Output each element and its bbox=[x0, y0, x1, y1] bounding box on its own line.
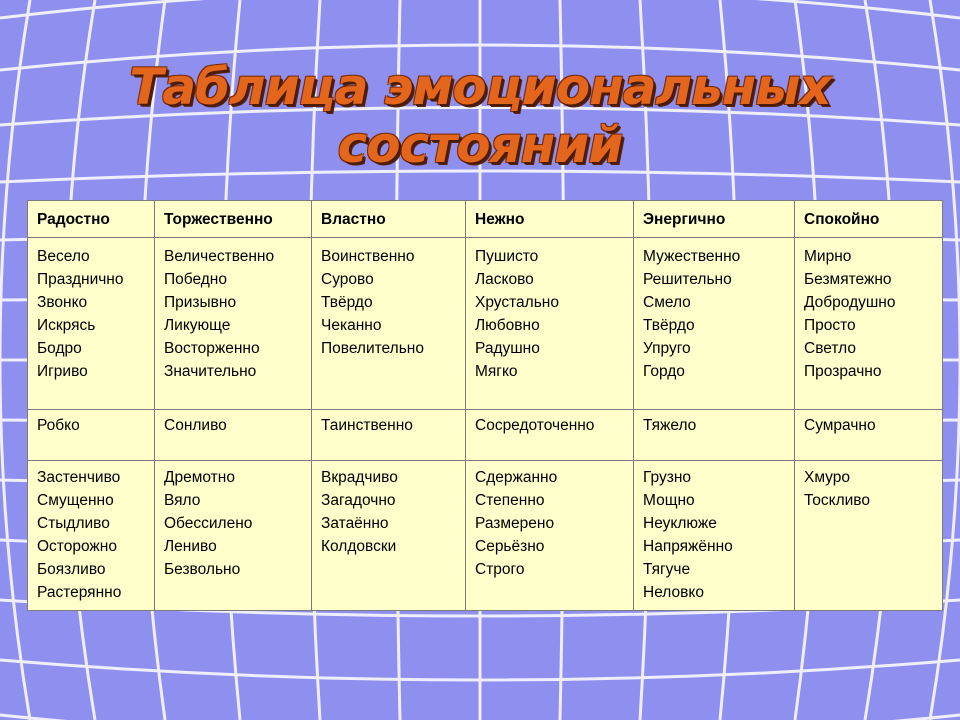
words-cell bbox=[466, 461, 634, 611]
header-cell: Нежно bbox=[466, 201, 634, 238]
word-item: Неловко bbox=[643, 584, 704, 601]
header-cell: Энергично bbox=[634, 201, 795, 238]
header-cell: Торжественно bbox=[155, 201, 312, 238]
word-item: Застенчиво bbox=[37, 469, 121, 486]
words-cell bbox=[155, 238, 312, 410]
word-item: Твёрдо bbox=[643, 317, 695, 334]
word-item: Призывно bbox=[164, 294, 237, 311]
words-cell bbox=[795, 238, 943, 410]
header-row bbox=[28, 410, 943, 461]
word-item: Гордо bbox=[643, 363, 685, 380]
header-cell: Спокойно bbox=[795, 201, 943, 238]
word-item: Смущенно bbox=[37, 492, 114, 509]
word-item: Любовно bbox=[475, 317, 540, 334]
word-item: Дремотно bbox=[164, 469, 235, 486]
header-cell: Сумрачно bbox=[795, 410, 943, 461]
word-item: Мягко bbox=[475, 363, 518, 380]
word-item: Тягуче bbox=[643, 561, 691, 578]
word-item: Стыдливо bbox=[37, 515, 110, 532]
emotions-table bbox=[27, 200, 943, 611]
word-item: Твёрдо bbox=[321, 294, 373, 311]
word-item: Загадочно bbox=[321, 492, 396, 509]
word-item: Обессилено bbox=[164, 515, 253, 532]
word-item: Сурово bbox=[321, 271, 374, 288]
words-row bbox=[28, 461, 943, 611]
word-item: Радушно bbox=[475, 340, 540, 357]
word-item: Ликующе bbox=[164, 317, 231, 334]
word-item: Растерянно bbox=[37, 584, 122, 601]
word-item: Степенно bbox=[475, 492, 545, 509]
word-item: Осторожно bbox=[37, 538, 117, 555]
word-item: Пушисто bbox=[475, 248, 539, 265]
word-item: Вкрадчиво bbox=[321, 469, 398, 486]
word-item: Светло bbox=[804, 340, 856, 357]
header-row bbox=[28, 201, 943, 238]
word-item: Безмятежно bbox=[804, 271, 892, 288]
words-cell bbox=[466, 238, 634, 410]
words-cell bbox=[312, 238, 466, 410]
word-item: Весело bbox=[37, 248, 90, 265]
header-cell: Радостно bbox=[28, 201, 155, 238]
word-item: Повелительно bbox=[321, 340, 424, 357]
word-item: Затаённо bbox=[321, 515, 389, 532]
word-item: Упруго bbox=[643, 340, 691, 357]
word-item: Прозрачно bbox=[804, 363, 882, 380]
word-item: Празднично bbox=[37, 271, 124, 288]
word-item: Хрустально bbox=[475, 294, 559, 311]
word-item: Колдовски bbox=[321, 538, 397, 555]
words-row bbox=[28, 238, 943, 410]
word-item: Победно bbox=[164, 271, 227, 288]
word-item: Игриво bbox=[37, 363, 88, 380]
word-item: Ласково bbox=[475, 271, 534, 288]
word-item: Звонко bbox=[37, 294, 88, 311]
header-cell: Таинственно bbox=[312, 410, 466, 461]
word-item: Искрясь bbox=[37, 317, 96, 334]
words-cell bbox=[634, 238, 795, 410]
word-item: Просто bbox=[804, 317, 856, 334]
word-item: Чеканно bbox=[321, 317, 382, 334]
page-title: Таблица эмоциональных состояний bbox=[129, 58, 831, 174]
word-item: Мужественно bbox=[643, 248, 741, 265]
word-item: Мирно bbox=[804, 248, 852, 265]
word-item: Сдержанно bbox=[475, 469, 558, 486]
words-cell bbox=[28, 461, 155, 611]
header-cell: Властно bbox=[312, 201, 466, 238]
word-item: Воинственно bbox=[321, 248, 415, 265]
words-cell bbox=[28, 238, 155, 410]
word-item: Серьёзно bbox=[475, 538, 545, 555]
word-item: Вяло bbox=[164, 492, 201, 509]
word-item: Решительно bbox=[643, 271, 732, 288]
word-item: Величественно bbox=[164, 248, 275, 265]
word-item: Тоскливо bbox=[804, 492, 870, 509]
header-cell: Сонливо bbox=[155, 410, 312, 461]
words-cell bbox=[634, 461, 795, 611]
word-item: Бодро bbox=[37, 340, 82, 357]
words-cell bbox=[155, 461, 312, 611]
word-item: Хмуро bbox=[804, 469, 850, 486]
word-item: Лениво bbox=[164, 538, 217, 555]
words-cell bbox=[795, 461, 943, 611]
words-cell bbox=[312, 461, 466, 611]
header-cell: Сосредоточенно bbox=[466, 410, 634, 461]
word-item: Неуклюже bbox=[643, 515, 717, 532]
word-item: Смело bbox=[643, 294, 691, 311]
word-item: Добродушно bbox=[804, 294, 896, 311]
word-item: Боязливо bbox=[37, 561, 106, 578]
word-item: Мощно bbox=[643, 492, 695, 509]
header-cell: Тяжело bbox=[634, 410, 795, 461]
word-item: Напряжённо bbox=[643, 538, 733, 555]
word-item: Грузно bbox=[643, 469, 692, 486]
word-item: Размерено bbox=[475, 515, 555, 532]
word-item: Безвольно bbox=[164, 561, 241, 578]
word-item: Строго bbox=[475, 561, 525, 578]
header-cell: Робко bbox=[28, 410, 155, 461]
word-item: Значительно bbox=[164, 363, 257, 380]
word-item: Восторженно bbox=[164, 340, 260, 357]
